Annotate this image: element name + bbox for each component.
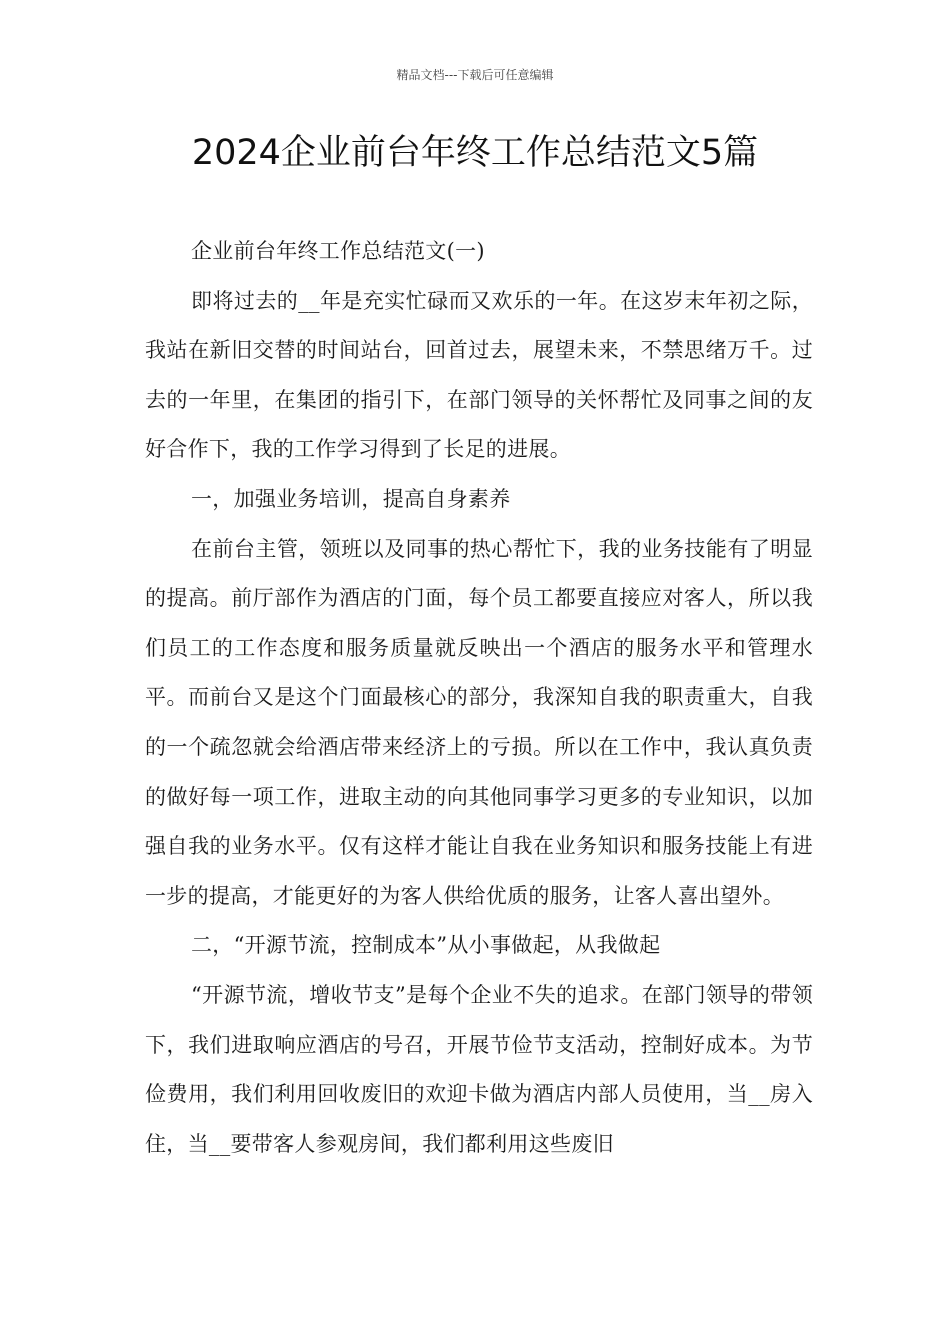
- cost-control-paragraph: “开源节流，增收节支”是每个企业不失的追求。在部门领导的带领下，我们进取响应酒店的号召，开展节俭节支活动，控制好成本。为节俭费用，我们利用回收废旧的欢迎卡做为酒店内部人员使用，当__房入住，当__要带客人参观房间，我们都利用这些废旧: [145, 982, 813, 1156]
- intro-paragraph: 即将过去的__年是充实忙碌而又欢乐的一年。在这岁末年初之际，我站在新旧交替的时间站台，回首过去，展望未来，不禁思绪万千。过去的一年里，在集团的指引下，在部门领导的关怀帮忙及同事之间的友好合作下，我的工作学习得到了长足的进展。: [145, 288, 813, 462]
- document-title: 2024企业前台年终工作总结范文5篇: [191, 133, 759, 173]
- document-body: [145, 227, 813, 1169]
- header-note: 精品文档---下载后可任意编辑: [396, 68, 554, 82]
- section-heading-training: 一，加强业务培训，提高自身素养: [191, 486, 511, 511]
- training-paragraph: 在前台主管，领班以及同事的热心帮忙下，我的业务技能有了明显的提高。前厅部作为酒店的门面，每个员工都要直接应对客人，所以我们员工的工作态度和服务质量就反映出一个酒店的服务水平和管理水平。而前台又是这个门面最核心的部分，我深知自我的职责重大，自我的一个疏忽就会给酒店带来经济上的亏损。所以在工作中，我认真负责的做好每一项工作，进取主动的向其他同事学习更多的专业知识，以加强自我的业务水平。仅有这样才能让自我在业务知识和服务技能上有进一步的提高，才能更好的为客人供给优质的服务，让客人喜出望外。: [145, 536, 813, 908]
- section-heading-cost-control: 二，“开源节流，控制成本”从小事做起，从我做起: [191, 933, 661, 958]
- section-heading-1: 企业前台年终工作总结范文(一): [191, 239, 485, 263]
